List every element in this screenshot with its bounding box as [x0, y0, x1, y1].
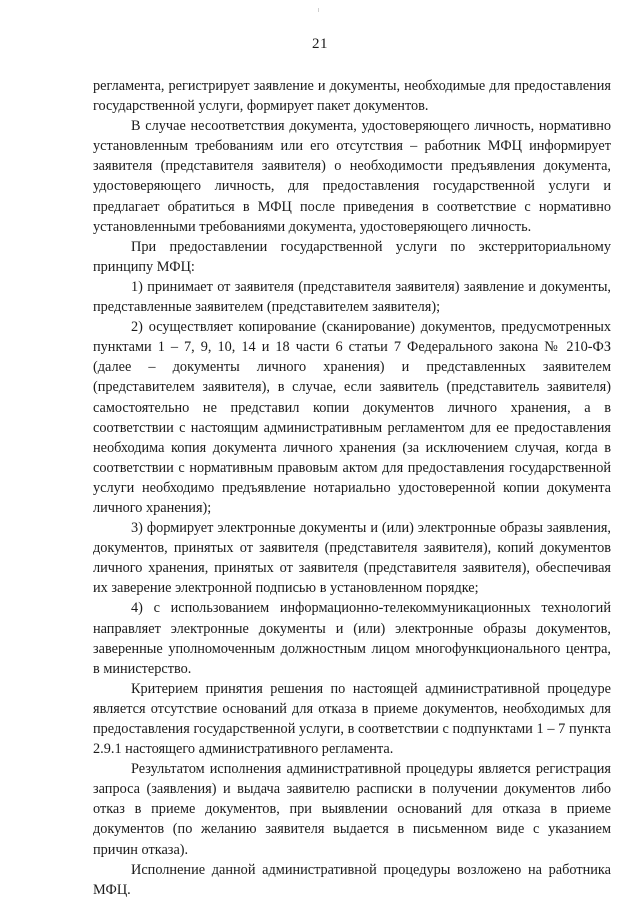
- paragraph-extraterritorial-intro: При предоставлении государственной услуги по экстерриториальному принципу МФЦ:: [93, 238, 611, 275]
- paragraph-responsible-worker: Исполнение данной административной процедуры возложено на работника МФЦ.: [93, 861, 611, 898]
- list-item-3: 3) формирует электронные документы и (или) электронные образы заявления, документов, принятых от заявителя (представителя заявителя), копий документов личного хранения, принятых от заявителя (представителя заявителя), обеспечивая их заверение электронной подписью в установленном порядке;: [93, 520, 611, 597]
- list-item-4: 4) с использованием информационно-телекоммуникационных технологий направляет электронные документы и (или) электронные образы документов, заверенные уполномоченным должностным лицом многофункционального центра, в министерство.: [93, 600, 611, 677]
- body-text: [93, 76, 611, 900]
- paragraph-procedure-result: Результатом исполнения административной процедуры является регистрация запроса (заявления) и выдача заявителю расписки в получении документов либо отказ в приеме документов, при выявлении оснований для отказа в приеме документов (по желанию заявителя выдается в письменном виде с указанием причин отказа).: [93, 761, 611, 858]
- paragraph-decision-criterion: Критерием принятия решения по настоящей административной процедуре является отсутствие оснований для отказа в приеме документов, необходимых для предоставления государственной услуги, в соответствии с подпунктами 1 – 7 пункта 2.9.1 настоящего административного регламента.: [93, 680, 611, 758]
- list-item-1: 1) принимает от заявителя (представителя заявителя) заявление и документы, представленные заявителем (представителем заявителя);: [93, 278, 611, 316]
- page-number: 21: [312, 36, 328, 52]
- list-item-2: 2) осуществляет копирование (сканирование) документов, предусмотренных пунктами 1 – 7, 9, 10, 14 и 18 части 6 статьи 7 Федерального закона № 210-ФЗ (далее – документы личного хранения) и представленных заявителем (представителем заявителя), в случае, если заявитель (представитель заявителя) самостоятельно не представил копии документов личного хранения, а в соответствии с настоящим административным регламентом для ее предоставления необходима копия документа личного хранения (за исключением случая, когда в соответствии с нормативным правовым актом для предоставления государственной услуги необходимо предъявление нотариально удостоверенной копии документа личного хранения);: [93, 319, 611, 516]
- paragraph-continuation: регламента, регистрирует заявление и документы, необходимые для предоставления государственной услуги, формирует пакет документов.: [93, 78, 611, 115]
- scan-mark: [318, 8, 319, 12]
- paragraph-identity-document: В случае несоответствия документа, удостоверяющего личность, нормативно установленным требованиям или его отсутствия – работник МФЦ информирует заявителя (представителя заявителя) о необходимости предъявления документа, удостоверяющего личность, для предоставления государственной услуги и предлагает обратиться в МФЦ после приведения в соответствие с нормативно установленными требованиями документа, удостоверяющего личность.: [93, 118, 611, 235]
